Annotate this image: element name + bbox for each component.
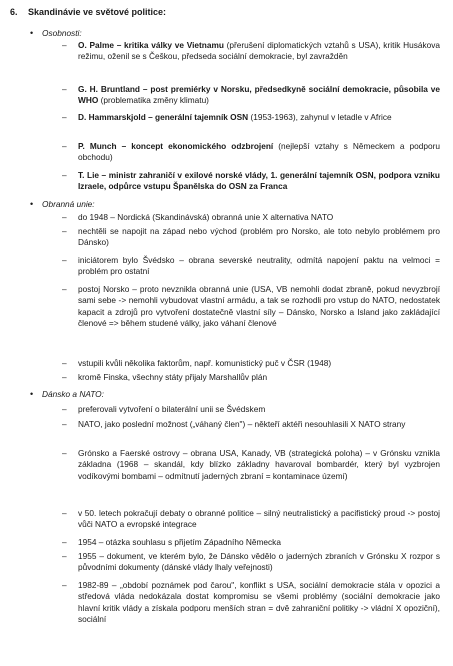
item-text: v 50. letech pokračují debaty o obranné politice – silný neutralistický a pacifistický proud -> postoj vůči NATO a evropské integrace (78, 508, 440, 530)
item-text: (1953-1963), zahynul v letadle v Africe (248, 112, 392, 122)
item-text: preferovali vytvoření o bilaterální unii se Švédskem (78, 404, 266, 414)
item-text: 1982-89 – „období poznámek pod čarou", konflikt s USA, sociální demokracie stála v opozici a středová vláda nedokázala dostat kompromisu se všemi problémy (sociální demokracie jako hlavní kritik vlády a získala podporu menších stran = dvě zahraniční politiky -> vládní X opoziční), sociální (78, 580, 440, 625)
dash-icon: – (62, 537, 67, 547)
bullet-icon: • (30, 28, 34, 38)
list-item (62, 255, 440, 278)
dash-icon: – (62, 448, 67, 458)
dash-icon: – (62, 84, 67, 94)
list-item (62, 358, 440, 369)
list-item (62, 404, 440, 415)
item-text: vstupili kvůli několika faktorům, např. komunistický puč v ČSR (1948) (78, 358, 332, 368)
list-item (62, 537, 440, 548)
category-label: Dánsko a NATO: (42, 389, 104, 399)
list-item (62, 226, 440, 249)
dash-icon: – (62, 580, 67, 590)
item-bold-text: D. Hammarskjold – generální tajemník OSN (78, 112, 249, 122)
dash-icon: – (62, 212, 67, 222)
category-label: Osobnosti: (42, 28, 82, 38)
item-text: nechtěli se napojit na západ nebo východ (problém pro Norsko, ale toto nebylo problémem pro Dánsko) (78, 226, 440, 248)
list-item (62, 141, 440, 164)
dash-icon: – (62, 226, 67, 236)
list-item (62, 580, 440, 626)
category-osobnosti (30, 28, 82, 39)
dash-icon: – (62, 112, 67, 122)
item-text: iniciátorem bylo Švédsko – obrana severské neutrality, odmítá napojení paktu na velmoci = problém pro ostatní (78, 255, 440, 277)
section-heading (10, 6, 166, 18)
dash-icon: – (62, 551, 67, 561)
bullet-icon: • (30, 389, 34, 399)
dash-icon: – (62, 508, 67, 518)
heading-number: 6. (10, 7, 18, 17)
list-item (62, 112, 440, 123)
list-item (62, 372, 440, 383)
list-item (62, 84, 440, 107)
dash-icon: – (62, 358, 67, 368)
dash-icon: – (62, 170, 67, 180)
list-item (62, 419, 440, 430)
dash-icon: – (62, 404, 67, 414)
dash-icon: – (62, 372, 67, 382)
category-label: Obranná unie: (42, 199, 95, 209)
item-text: 1955 – dokument, ve kterém bylo, že Dánsko vědělo o jaderných zbraních v Grónsku X rozpor s původními dokumenty (dánské vlády lhaly veřejnosti) (78, 551, 440, 573)
item-text: Grónsko a Faerské ostrovy – obrana USA, Kanady, VB (strategická poloha) – v Grónsku vznikla základna (1968 – skandál, kdy blízko základny havaroval bombardér, který byl vyzbrojen vodíkovými bombami – odmítnutí jaderných zbraní = kontaminace území) (78, 448, 440, 481)
item-bold-text: G. H. Bruntland – post premiérky v Norsku, předsedkyně sociální demokracie, působila ve WHO (78, 84, 440, 106)
category-obranna-unie (30, 199, 95, 210)
item-bold-text: O. Palme – kritika války ve Vietnamu (78, 40, 224, 50)
bullet-icon: • (30, 199, 34, 209)
heading-title: Skandinávie ve světové politice: (28, 7, 167, 17)
item-text: kromě Finska, všechny státy přijaly Marshallův plán (78, 372, 268, 382)
item-text: (nejlepší vztahy s Německem a podporu obchodu) (78, 141, 440, 163)
list-item (62, 284, 440, 330)
category-dansko-nato (30, 389, 104, 400)
list-item (62, 508, 440, 531)
item-text: (přerušení diplomatických vztahů s USA), kritik Husákova režimu, oženil se s Češkou, předseda sociální demokracie, byl zavražděn (78, 40, 440, 62)
dash-icon: – (62, 141, 67, 151)
item-text: (problematika změny klimatu) (98, 95, 209, 106)
item-bold-text: P. Munch – koncept ekonomického odzbrojení (78, 141, 274, 151)
dash-icon: – (62, 284, 67, 294)
item-text: NATO, jako poslední možnost („váhaný člen") – někteří aktéři nesouhlasili X NATO strany (78, 419, 406, 429)
list-item (62, 551, 440, 574)
item-text: do 1948 – Nordická (Skandinávská) obranná unie X alternativa NATO (78, 212, 334, 222)
list-item (62, 448, 440, 482)
dash-icon: – (62, 255, 67, 265)
dash-icon: – (62, 40, 67, 50)
item-text: postoj Norsko – proto nevznikla obranná unie (USA, VB nemohli dodat zbraně, pokud nevyzbrojí sami sebe -> nemohli vybudovat vlastní armádu, a tak se rozhodli pro vstup do NATO, nedostatek kapacit a zdrojů pro vytvoření dostatečně vlastní síly – Dánsko, Norsko a Island jako zakládající členové => během studené války, jako váhaní členové (78, 284, 440, 329)
dash-icon: – (62, 419, 67, 429)
list-item (62, 40, 440, 63)
list-item (62, 212, 440, 223)
item-text: 1954 – otázka souhlasu s přijetím Západního Německa (78, 537, 281, 547)
item-bold-text: T. Lie – ministr zahraničí v exilové norské vlády, 1. generální tajemník OSN, podpora vzniku Izraele, odpůrce vstupu Španělska do OSN za Franca (78, 170, 440, 192)
list-item (62, 170, 440, 193)
